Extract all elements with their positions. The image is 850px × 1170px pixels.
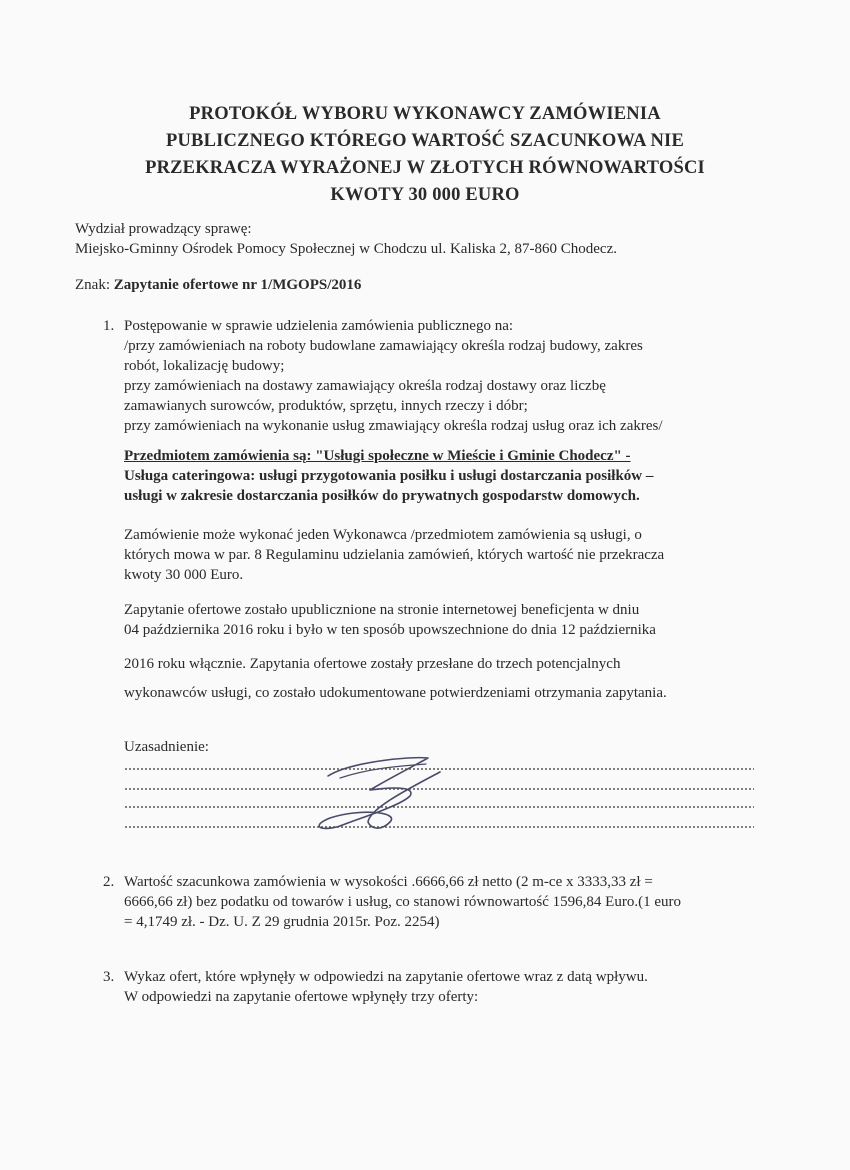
text-line: kwoty 30 000 Euro. [124,567,244,583]
contractor-paragraph [124,525,664,585]
handwritten-signature [300,748,460,838]
text-line: Zamówienie może wykonać jeden Wykonawca /przedmiotem zamówienia są usługi, o [124,527,642,543]
sign-value: Zapytanie ofertowe nr 1/MGOPS/2016 [113,277,362,293]
publication-paragraph-cont [124,650,667,708]
text-line: Wykaz ofert, które wpłynęły w odpowiedzi na zapytanie ofertowe wraz z datą wpływu. [124,969,648,985]
text-line: których mowa w par. 8 Regulaminu udzielania zamówień, których wartość nie przekracza [124,547,665,563]
title-line: PRZEKRACZA WYRAŻONEJ W ZŁOTYCH RÓWNOWARTOŚCI [145,158,705,178]
text-line: W odpowiedzi na zapytanie ofertowe wpłynęły trzy oferty: [124,989,479,1005]
subject-line: usługi w zakresie dostarczania posiłków do prywatnych gospodarstw domowych. [124,488,640,504]
text-line: /przy zamówieniach na roboty budowlane zamawiający określa rodzaj budowy, zakres [124,338,643,354]
text-line: = 4,1749 zł. - Dz. U. Z 29 grudnia 2015r. Poz. 2254) [124,914,440,930]
reference-sign [75,275,361,295]
section-number: 1. [103,318,115,334]
section2-value [124,872,681,932]
text-line: przy zamówieniach na dostawy zamawiający określa rodzaj dostawy oraz liczbę [124,378,606,394]
title-line: KWOTY 30 000 EURO [330,185,520,205]
text-line: Postępowanie w sprawie udzielenia zamówienia publicznego na: [124,318,514,334]
text-line: 04 października 2016 roku i było w ten sposób upowszechnione do dnia 12 października [124,622,656,638]
text-line: przy zamówieniach na wykonanie usług zmawiający określa rodzaj usług oraz ich zakres/ [124,418,663,434]
section3-offers [124,967,648,1007]
section1-intro [124,316,663,436]
section-number: 3. [103,969,115,985]
department-value: Miejsko-Gminny Ośrodek Pomocy Społecznej w Chodczu ul. Kaliska 2, 87-860 Chodecz. [75,241,617,257]
text-line: wykonawców usługi, co zostało udokumentowane potwierdzeniami otrzymania zapytania. [124,685,667,701]
text-line: 2016 roku włącznie. Zapytania ofertowe zostały przesłane do trzech potencjalnych [124,656,621,672]
department-label: Wydział prowadzący sprawę: [75,221,252,237]
subject-line: Usługa cateringowa: usługi przygotowania posiłku i usługi dostarczania posiłków – [124,468,654,484]
text-line: Wartość szacunkowa zamówienia w wysokości .6666,66 zł netto (2 m-ce x 3333,33 zł = [124,874,653,890]
text-line: Zapytanie ofertowe zostało upublicznione na stronie internetowej beneficjenta w dniu [124,602,640,618]
justification-label: Uzasadnienie: [124,739,209,755]
subject-line: Przedmiotem zamówienia są: "Usługi społeczne w Mieście i Gminie Chodecz" - [124,448,631,464]
title-line: PUBLICZNEGO KTÓREGO WARTOŚĆ SZACUNKOWA NIE [166,131,684,151]
order-subject [124,446,653,506]
publication-paragraph [124,600,656,640]
text-line: 6666,66 zł) bez podatku od towarów i usług, co stanowi równowartość 1596,84 Euro.(1 euro [124,894,681,910]
department-block [75,219,617,259]
title-line: PROTOKÓŁ WYBORU WYKONAWCY ZAMÓWIENIA [189,104,661,124]
section-number: 2. [103,874,115,890]
text-line: robót, lokalizację budowy; [124,358,285,374]
sign-label: Znak: [75,277,110,293]
text-line: zamawianych surowców, produktów, sprzętu, innych rzeczy i dóbr; [124,398,528,414]
document-title [60,101,790,209]
